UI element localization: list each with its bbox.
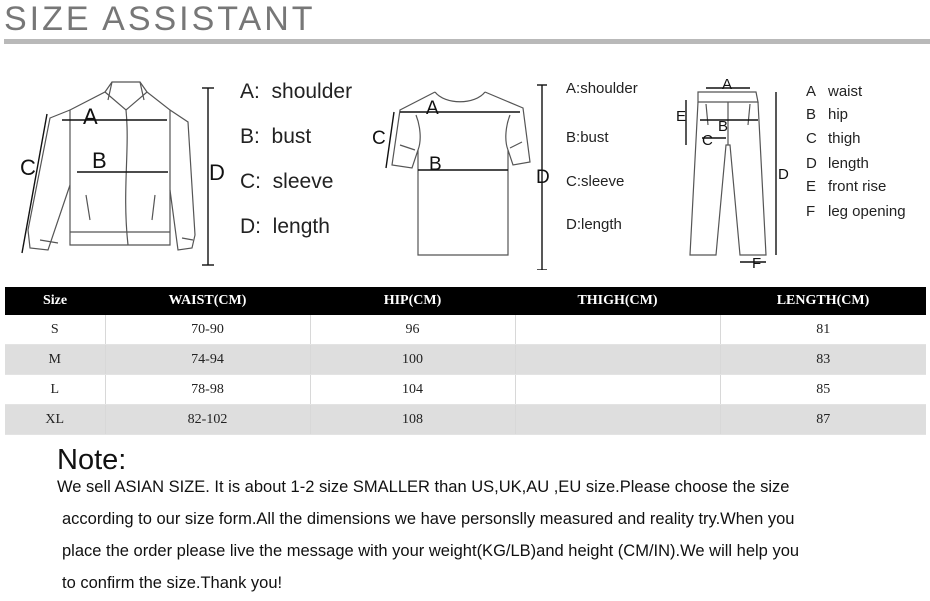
jacket-figure [0,70,380,270]
pants-legend-item [806,83,862,100]
legend-letter: D: [240,215,261,238]
table-row [5,405,926,435]
legend-letter: F [806,203,816,220]
jacket-label-c: C [20,155,36,180]
table-cell-waist: 78-98 [105,375,310,405]
page-title: SIZE ASSISTANT [4,0,316,38]
tshirt-label-d: D [536,167,550,188]
note-line-1: We sell ASIAN SIZE. It is about 1-2 size SMALLER than US,UK,AU ,EU size.Please choose the size [57,478,790,496]
table-cell-length: 83 [720,345,926,375]
table-row [5,375,926,405]
legend-letter: A: [566,80,581,97]
note-line-4: to confirm the size.Thank you! [62,574,283,592]
table-cell-hip: 100 [310,345,515,375]
tshirt-legend-item [566,173,624,190]
tshirt-illustration [370,70,560,270]
legend-text: front rise [828,178,887,195]
tshirt-label-c: C [372,128,386,149]
table-header-row [5,287,926,315]
pants-label-f: F [752,255,762,272]
title-divider [4,39,930,44]
jacket-legend-item [240,80,352,104]
table-row [5,345,926,375]
tshirt-label-b: B [429,154,442,175]
legend-text: waist [828,83,863,100]
legend-text: leg opening [828,203,906,220]
table-cell-waist: 74-94 [105,345,310,375]
table-cell-thigh [515,345,720,375]
tshirt-legend-item [566,129,609,146]
column-header-hip: HIP(CM) [310,287,515,315]
table-row [5,315,926,345]
pants-label-e: E [676,108,687,125]
legend-text: shoulder [271,80,353,103]
jacket-label-a: A [83,104,98,129]
legend-letter: B [806,106,817,123]
column-header-length: LENGTH(CM) [720,287,926,315]
pants-legend-item [806,155,869,172]
table-cell-size: S [5,315,105,345]
legend-text: hip [828,106,849,123]
column-header-waist: WAIST(CM) [105,287,310,315]
legend-letter: D: [566,216,581,233]
column-header-thigh: THIGH(CM) [515,287,720,315]
pants-legend-item [806,203,906,220]
table-cell-hip: 104 [310,375,515,405]
jacket-label-b: B [92,148,107,173]
tshirt-label-a: A [426,98,439,119]
legend-text: length [272,215,330,238]
table-cell-waist: 82-102 [105,405,310,435]
pants-label-b: B [718,118,729,135]
column-header-size: Size [5,287,105,315]
size-table [5,287,926,435]
legend-text: thigh [828,130,861,147]
legend-letter: C: [566,173,581,190]
note-line-2: according to our size form.All the dimensions we have personslly measured and reality try.When you [62,510,795,528]
legend-letter: B: [240,125,260,148]
legend-text: bust [271,125,312,148]
legend-letter: E [806,178,817,195]
pants-legend-item [806,130,861,147]
table-cell-hip: 108 [310,405,515,435]
note-title: Note: [57,444,127,476]
table-cell-waist: 70-90 [105,315,310,345]
legend-text: sleeve [272,170,334,193]
legend-text: length [581,216,622,233]
tshirt-legend-item [566,80,638,97]
table-cell-thigh [515,315,720,345]
table-cell-size: M [5,345,105,375]
pants-figure [668,70,930,280]
table-cell-length: 85 [720,375,926,405]
jacket-legend-item [240,125,311,149]
legend-text: shoulder [580,80,638,97]
table-cell-size: L [5,375,105,405]
legend-letter: A [806,83,817,100]
tshirt-legend-item [566,216,622,233]
jacket-label-d: D [209,160,225,185]
legend-letter: B: [566,129,581,146]
pants-label-c: C [702,132,713,149]
pants-legend-item [806,106,848,123]
legend-letter: C [806,130,817,147]
table-cell-size: XL [5,405,105,435]
legend-text: length [828,155,869,172]
tshirt-figure [370,70,660,270]
table-cell-length: 81 [720,315,926,345]
jacket-legend-item [240,215,330,239]
legend-text: sleeve [581,173,625,190]
table-cell-length: 87 [720,405,926,435]
note-line-3: place the order please live the message with your weight(KG/LB)and height (CM/IN).We will help you [62,542,800,560]
pants-label-a: A [722,76,733,93]
legend-letter: A: [240,80,260,103]
table-cell-thigh [515,405,720,435]
pants-label-d: D [778,166,789,183]
pants-legend-item [806,178,886,195]
jacket-legend-item [240,170,333,194]
legend-letter: D [806,155,817,172]
legend-text: bust [580,129,609,146]
table-cell-thigh [515,375,720,405]
table-cell-hip: 96 [310,315,515,345]
legend-letter: C: [240,170,261,193]
